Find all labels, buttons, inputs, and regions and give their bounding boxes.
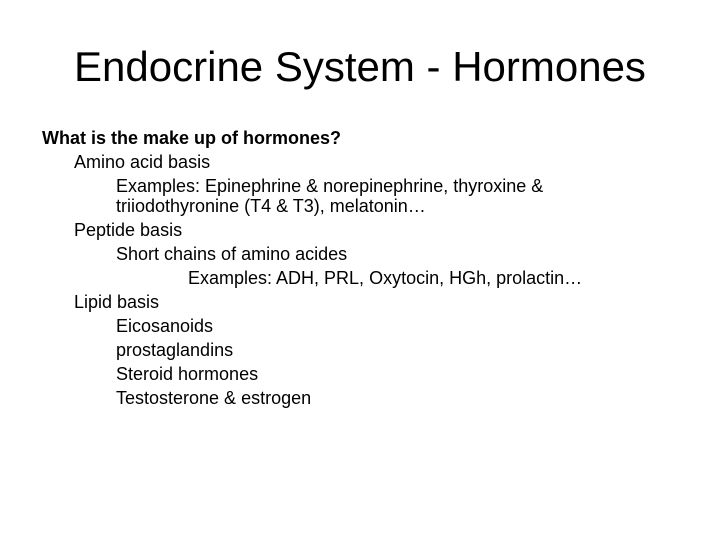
question-line: What is the make up of hormones?: [42, 128, 342, 148]
peptide-sub: Short chains of amino acides: [116, 244, 348, 264]
lipid-item: Steroid hormones: [116, 364, 259, 384]
peptide-examples: Examples: ADH, PRL, Oxytocin, HGh, prolactin…: [188, 268, 583, 288]
slide-title: Endocrine System - Hormones: [74, 43, 646, 90]
lipid-item: Eicosanoids: [116, 316, 214, 336]
peptide-heading: Peptide basis: [74, 220, 183, 240]
lipid-item: prostaglandins: [116, 340, 234, 360]
amino-acid-heading: Amino acid basis: [74, 152, 211, 172]
lipid-heading: Lipid basis: [74, 292, 160, 312]
slide-body: [42, 126, 682, 410]
amino-acid-examples: Examples: Epinephrine & norepinephrine, thyroxine & triiodothyronine (T4 & T3), melatonin…: [116, 176, 544, 216]
lipid-item: Testosterone & estrogen: [116, 388, 312, 408]
